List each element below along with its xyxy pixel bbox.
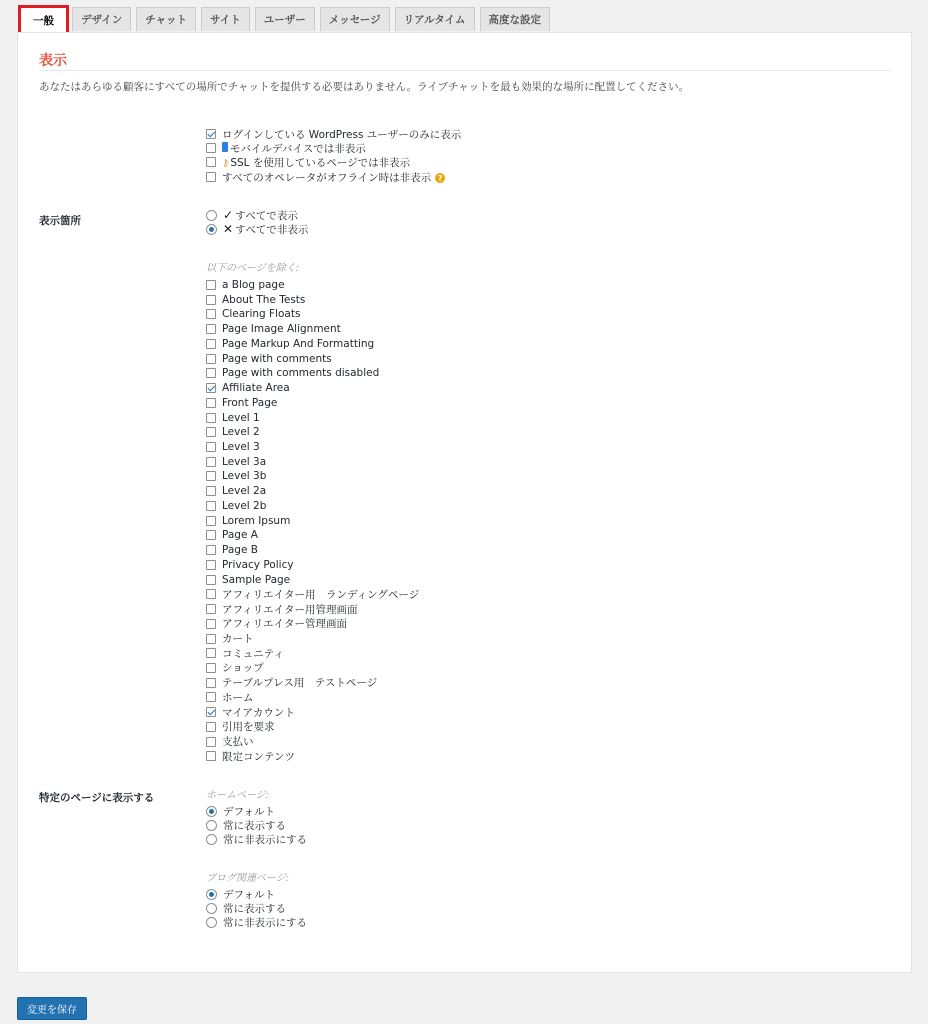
- display-location-option-1[interactable]: [206, 222, 308, 236]
- exclude-page-24[interactable]: [206, 632, 254, 646]
- option-label: モバイルデバイスでは非表示: [222, 141, 366, 156]
- help-icon[interactable]: ?: [435, 173, 445, 183]
- section-title: 表示: [39, 53, 67, 69]
- exclude-page-21[interactable]: [206, 587, 419, 601]
- specific-page-group-1-option-2[interactable]: [206, 915, 307, 929]
- radio-button[interactable]: [206, 210, 217, 221]
- checkbox[interactable]: [206, 663, 216, 673]
- exclude-page-2[interactable]: [206, 307, 300, 321]
- checkbox[interactable]: [206, 751, 216, 761]
- checkbox[interactable]: [206, 530, 216, 540]
- exclude-page-28[interactable]: [206, 690, 254, 704]
- checkbox[interactable]: [206, 295, 216, 305]
- exclude-page-3[interactable]: [206, 322, 341, 336]
- option-label: a Blog page: [222, 279, 285, 291]
- option-label: ✕ すべてで非表示: [223, 221, 309, 236]
- display-location-option-0[interactable]: [206, 208, 298, 222]
- option-label: ⚷SSL を使用しているページでは非表示: [222, 156, 411, 169]
- option-label: 引用を要求: [222, 721, 275, 734]
- exclude-page-13[interactable]: [206, 469, 266, 483]
- exclude-page-7[interactable]: [206, 381, 290, 395]
- radio-button[interactable]: [206, 834, 217, 845]
- checkbox[interactable]: [206, 589, 216, 599]
- visibility-option-3[interactable]: [206, 170, 445, 184]
- visibility-option-2[interactable]: [206, 155, 410, 169]
- specific-page-group-0-option-2[interactable]: [206, 832, 307, 846]
- checkbox[interactable]: [206, 707, 216, 717]
- section-description: あなたはあらゆる顧客にすべての場所でチャットを提供する必要はありません。ライブチャットを最も効果的な場所に配置してください。: [39, 81, 690, 93]
- key-icon: ⚷: [222, 157, 230, 169]
- checkbox[interactable]: [206, 442, 216, 452]
- checkbox[interactable]: [206, 383, 216, 393]
- specific-page-group-0-option-1[interactable]: [206, 818, 286, 832]
- option-label: テーブルプレス用 テストページ: [222, 677, 378, 690]
- checkbox[interactable]: [206, 157, 216, 167]
- option-label: 支払い: [222, 736, 254, 749]
- radio-button[interactable]: [206, 917, 217, 928]
- option-label: カート: [222, 633, 254, 646]
- checkbox[interactable]: [206, 604, 216, 614]
- exclude-page-19[interactable]: [206, 558, 294, 572]
- exclude-page-30[interactable]: [206, 720, 275, 734]
- tab-7[interactable]: 高度な設定: [480, 7, 551, 31]
- exclude-page-4[interactable]: [206, 337, 374, 351]
- option-label: Level 2a: [222, 485, 267, 498]
- exclude-page-9[interactable]: [206, 411, 260, 425]
- visibility-option-1[interactable]: [206, 141, 366, 155]
- exclude-page-5[interactable]: [206, 352, 332, 366]
- exclude-page-6[interactable]: [206, 366, 379, 380]
- option-label: Sample Page: [222, 573, 291, 586]
- tab-5[interactable]: メッセージ: [320, 7, 390, 31]
- checkbox[interactable]: [206, 172, 216, 182]
- exclude-page-12[interactable]: [206, 455, 266, 469]
- exclude-page-23[interactable]: [206, 617, 347, 631]
- option-label: アフィリエイター用管理画面: [222, 603, 358, 616]
- exclude-page-22[interactable]: [206, 602, 357, 616]
- specific-pages-hint-0: ホームページ:: [206, 790, 270, 801]
- radio-button[interactable]: [206, 224, 217, 235]
- option-label: Clearing Floats: [222, 308, 301, 321]
- tab-4[interactable]: ユーザー: [255, 7, 315, 31]
- option-label: Page with comments disabled: [222, 367, 380, 380]
- save-changes-button[interactable]: 変更を保存: [17, 997, 87, 1020]
- checkbox[interactable]: [206, 324, 216, 334]
- checkbox[interactable]: [206, 648, 216, 658]
- exclude-page-16[interactable]: [206, 514, 290, 528]
- option-label: ホーム: [222, 691, 254, 704]
- option-label: デフォルト: [223, 805, 275, 818]
- visibility-option-0[interactable]: [206, 127, 461, 141]
- checkbox[interactable]: [206, 722, 216, 732]
- exclude-page-29[interactable]: [206, 705, 295, 719]
- exclude-page-18[interactable]: [206, 543, 258, 557]
- option-label: アフィリエイター用 ランディングページ: [222, 588, 420, 601]
- checkbox[interactable]: [206, 354, 216, 364]
- exclude-page-8[interactable]: [206, 396, 277, 410]
- exclude-page-14[interactable]: [206, 484, 266, 498]
- specific-page-group-1-option-1[interactable]: [206, 901, 286, 915]
- specific-pages-hint-1: ブログ関連ページ:: [206, 873, 290, 884]
- option-label: 常に表示する: [223, 819, 286, 832]
- option-label: 常に表示する: [223, 902, 286, 915]
- tab-0[interactable]: 一般: [20, 7, 67, 33]
- checkbox[interactable]: [206, 737, 216, 747]
- radio-button[interactable]: [206, 806, 217, 817]
- checkbox[interactable]: [206, 516, 216, 526]
- option-label: Level 3a: [222, 455, 267, 468]
- exclude-page-27[interactable]: [206, 676, 377, 690]
- exclude-page-32[interactable]: [206, 749, 295, 763]
- option-label: Level 1: [222, 411, 260, 424]
- exclude-page-15[interactable]: [206, 499, 266, 513]
- option-label: Affiliate Area: [222, 382, 290, 395]
- option-label: Level 2: [222, 426, 260, 439]
- checkmark-icon: ✓: [223, 207, 234, 222]
- cross-icon: ✕: [223, 221, 234, 236]
- option-label: Level 3b: [222, 470, 267, 483]
- exclude-page-17[interactable]: [206, 528, 258, 542]
- checkbox[interactable]: [206, 486, 216, 496]
- option-label: ショップ: [222, 662, 264, 675]
- settings-tabs: [20, 7, 550, 32]
- specific-pages-label: 特定のページに表示する: [39, 792, 155, 804]
- mobile-phone-icon: [222, 142, 228, 152]
- option-label: Lorem Ipsum: [222, 514, 291, 527]
- checkbox[interactable]: [206, 471, 216, 481]
- tab-3[interactable]: サイト: [201, 7, 250, 31]
- option-label: Level 2b: [222, 499, 267, 512]
- option-label: デフォルト: [223, 888, 275, 901]
- exclude-page-31[interactable]: [206, 735, 254, 749]
- checkbox[interactable]: [206, 339, 216, 349]
- option-label: Page Markup And Formatting: [222, 337, 375, 350]
- settings-panel: [17, 32, 912, 973]
- option-label: Page B: [222, 544, 258, 557]
- option-label: Page with comments: [222, 352, 332, 365]
- checkbox[interactable]: [206, 143, 216, 153]
- exclude-page-11[interactable]: [206, 440, 260, 454]
- option-label: Page A: [222, 529, 258, 542]
- exclude-page-1[interactable]: [206, 293, 305, 307]
- option-label: アフィリエイター管理画面: [222, 618, 347, 631]
- checkbox[interactable]: [206, 280, 216, 290]
- option-label: すべてのオペレータがオフライン時は非表示 ?: [222, 170, 445, 185]
- checkbox[interactable]: [206, 129, 216, 139]
- option-label: マイアカウント: [222, 706, 295, 719]
- checkbox[interactable]: [206, 427, 216, 437]
- display-location-label: 表示箇所: [39, 215, 81, 227]
- option-label: コミュニティ: [222, 647, 284, 660]
- option-label: ログインしている WordPress ユーザーのみに表示: [222, 128, 462, 141]
- option-label: About The Tests: [222, 293, 306, 306]
- checkbox[interactable]: [206, 309, 216, 319]
- specific-page-group-0-option-0[interactable]: [206, 804, 275, 818]
- tab-6[interactable]: リアルタイム: [395, 7, 475, 31]
- option-label: Level 3: [222, 441, 260, 454]
- option-label: 常に非表示にする: [223, 833, 307, 846]
- radio-button[interactable]: [206, 820, 217, 831]
- radio-button[interactable]: [206, 903, 217, 914]
- option-label: Front Page: [222, 396, 278, 409]
- section-divider: [39, 70, 891, 71]
- exclude-page-20[interactable]: [206, 573, 290, 587]
- radio-button[interactable]: [206, 889, 217, 900]
- checkbox[interactable]: [206, 560, 216, 570]
- checkbox[interactable]: [206, 634, 216, 644]
- checkbox[interactable]: [206, 619, 216, 629]
- checkbox[interactable]: [206, 457, 216, 467]
- exclude-page-0[interactable]: [206, 278, 285, 292]
- checkbox[interactable]: [206, 678, 216, 688]
- exclude-page-25[interactable]: [206, 646, 284, 660]
- option-label: 常に非表示にする: [223, 916, 307, 929]
- exclude-pages-hint: 以下のページを除く:: [206, 263, 300, 274]
- option-label: 限定コンテンツ: [222, 750, 295, 763]
- checkbox[interactable]: [206, 545, 216, 555]
- specific-page-group-1-option-0[interactable]: [206, 887, 275, 901]
- exclude-page-10[interactable]: [206, 425, 260, 439]
- checkbox[interactable]: [206, 398, 216, 408]
- checkbox[interactable]: [206, 692, 216, 702]
- option-label: Page Image Alignment: [222, 323, 341, 336]
- tab-2[interactable]: チャット: [136, 7, 196, 31]
- checkbox[interactable]: [206, 501, 216, 511]
- checkbox[interactable]: [206, 575, 216, 585]
- exclude-page-26[interactable]: [206, 661, 264, 675]
- option-label: Privacy Policy: [222, 558, 294, 571]
- checkbox[interactable]: [206, 413, 216, 423]
- checkbox[interactable]: [206, 368, 216, 378]
- tab-1[interactable]: デザイン: [72, 7, 131, 31]
- option-label: ✓ すべてで表示: [223, 207, 298, 222]
